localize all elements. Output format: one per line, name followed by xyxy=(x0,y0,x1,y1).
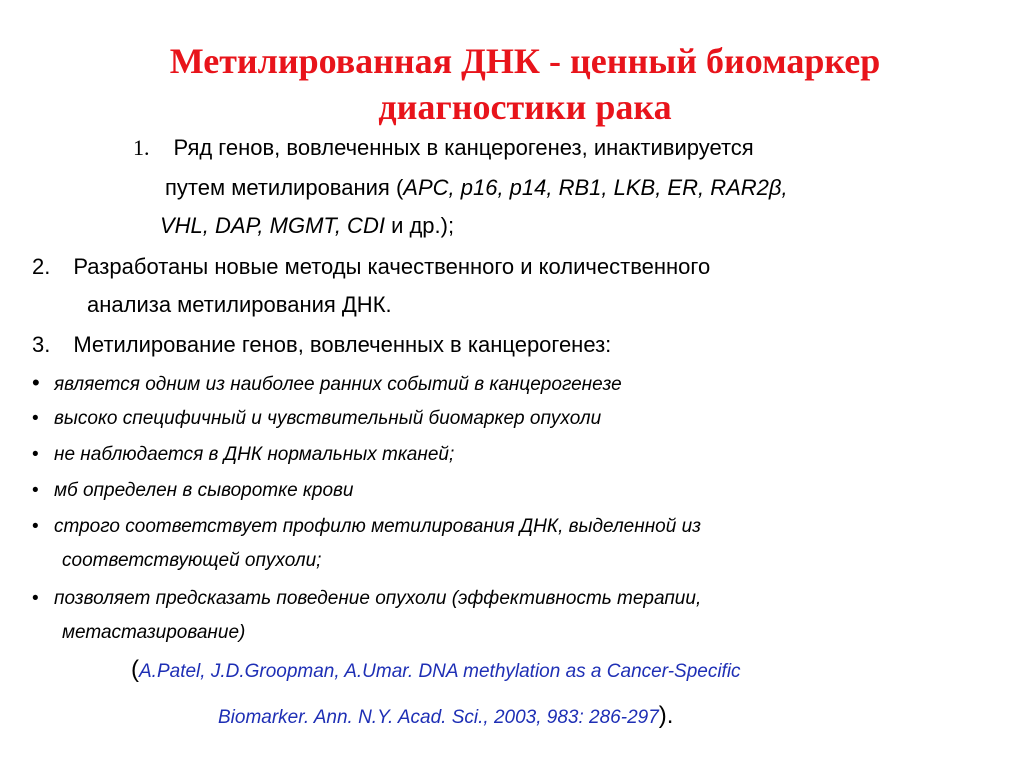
item3-text: Метилирование генов, вовлеченных в канцерогенез: xyxy=(73,332,612,357)
bullet-text: не наблюдается в ДНК нормальных тканей; xyxy=(54,444,455,465)
item2-text-a: Разработаны новые методы качественного и количественного xyxy=(73,254,711,279)
bullet-marker: • xyxy=(32,444,39,465)
citation-open-paren: ( xyxy=(131,656,139,683)
item1-text-a: Ряд генов, вовлеченных в канцерогенез, инактивируется xyxy=(173,135,754,160)
item1-genes-1: APC, p16, p14, RB1, LKB, ER, RAR2β, xyxy=(403,175,788,200)
bullet-text-cont: соответствующей опухоли; xyxy=(62,550,322,571)
bullet-item xyxy=(32,406,601,432)
item1-line-2 xyxy=(165,174,788,202)
bullet-continuation xyxy=(62,620,245,646)
bullet-marker: • xyxy=(32,408,39,429)
item2-line-2 xyxy=(87,291,392,319)
bullet-item xyxy=(32,586,701,612)
bullet-item xyxy=(32,370,622,398)
citation-text-2: Biomarker. Ann. N.Y. Acad. Sci., 2003, 983: 286-297 xyxy=(218,707,659,728)
item1-line-3 xyxy=(160,212,454,240)
bullet-text-cont: метастазирование) xyxy=(62,622,246,643)
citation-line-2 xyxy=(218,702,673,732)
citation-line-1 xyxy=(131,656,741,686)
citation-close: ). xyxy=(658,702,674,729)
bullet-continuation xyxy=(62,548,321,574)
slide-title xyxy=(100,38,950,130)
bullet-item xyxy=(32,514,701,540)
item1-text-c: и др.); xyxy=(384,213,455,238)
item1-text-b: путем метилирования ( xyxy=(165,175,404,200)
item3-number: 3. xyxy=(32,332,51,357)
bullet-item xyxy=(32,442,454,468)
bullet-marker: • xyxy=(32,588,39,609)
bullet-item xyxy=(32,478,354,504)
item2-line-1 xyxy=(32,253,710,281)
bullet-text: высоко специфичный и чувствительный биомаркер опухоли xyxy=(54,408,602,429)
title-line-2: диагностики рака xyxy=(378,87,672,127)
item1-genes-2: VHL, DAP, MGMT, CDI xyxy=(160,213,385,238)
bullet-marker: • xyxy=(32,480,39,501)
item3-line xyxy=(32,331,611,359)
bullet-text: является одним из наиболее ранних событий в канцерогенезе xyxy=(54,374,622,395)
bullet-marker: • xyxy=(32,370,40,395)
bullet-text: мб определен в сыворотке крови xyxy=(54,480,354,501)
bullet-text: позволяет предсказать поведение опухоли (эффективность терапии, xyxy=(54,588,702,609)
item1-line-1 xyxy=(133,134,754,162)
item1-number: 1. xyxy=(133,135,150,160)
title-line-1: Метилированная ДНК - ценный биомаркер xyxy=(169,41,881,81)
citation-text-1: A.Patel, J.D.Groopman, A.Umar. DNA methylation as a Cancer-Specific xyxy=(139,661,741,682)
bullet-marker: • xyxy=(32,516,39,537)
item2-number: 2. xyxy=(32,254,51,279)
bullet-text: строго соответствует профилю метилирования ДНК, выделенной из xyxy=(54,516,701,537)
item2-text-b: анализа метилирования ДНК. xyxy=(87,292,392,317)
